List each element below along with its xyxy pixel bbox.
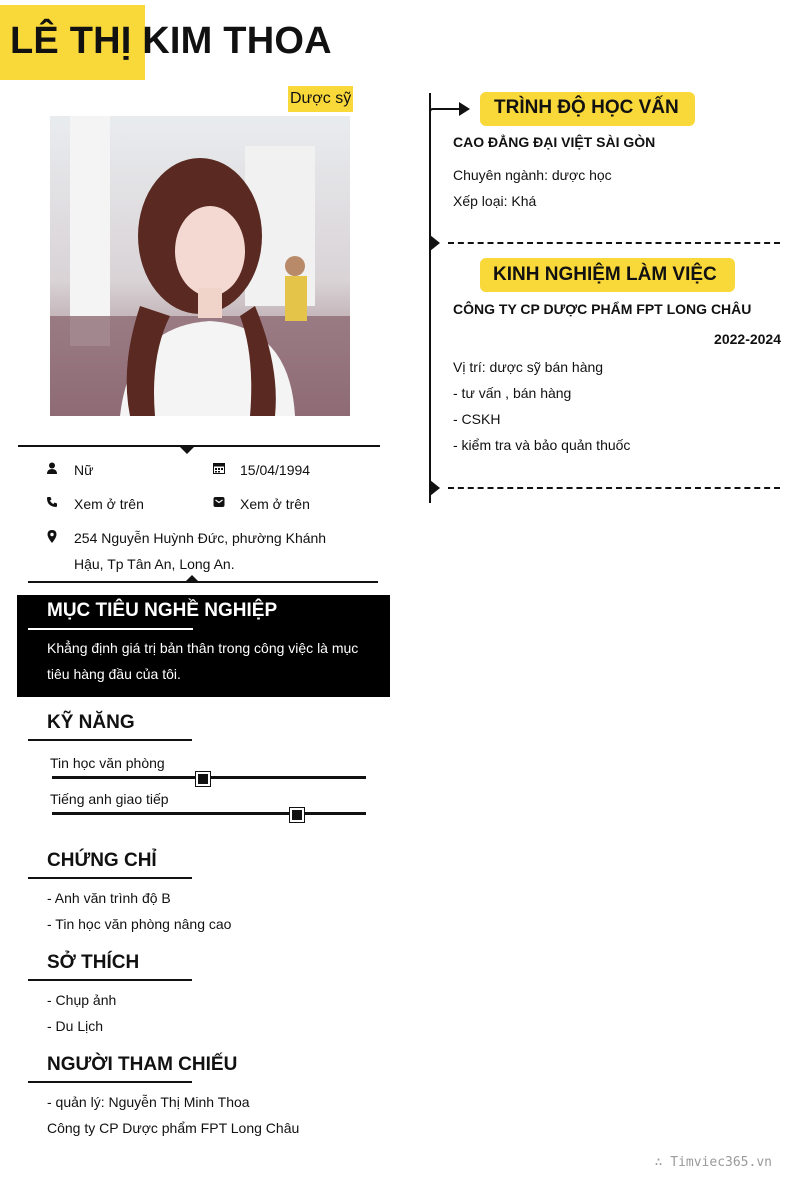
experience-title: KINH NGHIỆM LÀM VIỆC	[493, 264, 717, 285]
certificates-title-rule	[28, 877, 192, 879]
calendar-icon	[212, 461, 226, 475]
education-major: Chuyên ngành: dược học	[453, 167, 612, 183]
timeline-arrow-icon	[429, 98, 473, 124]
gender-value: Nữ	[74, 462, 94, 478]
objective-title-rule	[28, 628, 193, 630]
skills-title: KỸ NĂNG	[47, 712, 135, 733]
hobbies-title: SỞ THÍCH	[47, 952, 140, 973]
education-school: CAO ĐẲNG ĐẠI VIỆT SÀI GÒN	[453, 134, 656, 150]
hobbies-title-rule	[28, 979, 192, 981]
objective-line-1: Khẳng định giá trị bản thân trong công việc là mục	[47, 640, 359, 656]
email-value: Xem ở trên	[240, 496, 310, 512]
info-divider-bottom	[28, 581, 378, 583]
experience-divider	[448, 487, 780, 489]
references-title-rule	[28, 1081, 192, 1083]
education-divider	[448, 242, 780, 244]
divider-pointer-down	[179, 446, 195, 454]
experience-company: CÔNG TY CP DƯỢC PHẨM FPT LONG CHÂU	[453, 301, 752, 317]
objective-text	[47, 635, 372, 687]
address-line-1: 254 Nguyễn Huỳnh Đức, phường Khánh	[74, 530, 327, 546]
hobby-item: - Du Lịch	[47, 1018, 104, 1034]
skill-label: Tin học văn phòng	[50, 755, 165, 771]
info-divider-top	[18, 445, 380, 447]
user-icon	[45, 461, 59, 475]
profile-photo	[50, 116, 350, 416]
watermark: ∴ Timviec365.vn	[654, 1155, 772, 1170]
skill-level-knob	[196, 772, 210, 786]
skills-title-rule	[28, 739, 192, 741]
certificate-item: - Tin học văn phòng nâng cao	[47, 916, 232, 932]
timeline-marker-icon	[430, 235, 440, 251]
skill-label: Tiếng anh giao tiếp	[50, 791, 169, 807]
experience-duty: - kiểm tra và bảo quản thuốc	[453, 437, 631, 453]
reference-item: Công ty CP Dược phẩm FPT Long Châu	[47, 1120, 300, 1136]
references-title: NGƯỜI THAM CHIẾU	[47, 1054, 238, 1075]
skill-bar	[52, 812, 366, 815]
email-icon	[212, 495, 226, 509]
phone-value: Xem ở trên	[74, 496, 144, 512]
phone-icon	[45, 495, 59, 509]
experience-period: 2022-2024	[714, 331, 781, 347]
objective-title: MỤC TIÊU NGHỀ NGHIỆP	[47, 600, 278, 621]
birthday-value: 15/04/1994	[240, 462, 311, 478]
experience-duty: - CSKH	[453, 411, 501, 427]
timeline-line	[429, 93, 431, 503]
experience-duty: - tư vấn , bán hàng	[453, 385, 572, 401]
timeline-marker-icon	[430, 480, 440, 496]
candidate-name: LÊ THỊ KIM THOA	[10, 20, 332, 62]
hobby-item: - Chụp ảnh	[47, 992, 117, 1008]
address-line-2: Hậu, Tp Tân An, Long An.	[74, 556, 235, 572]
certificates-title: CHỨNG CHỈ	[47, 850, 157, 871]
job-title: Dược sỹ	[288, 86, 353, 112]
location-icon	[45, 529, 59, 543]
reference-item: - quản lý: Nguyễn Thị Minh Thoa	[47, 1094, 250, 1110]
certificate-item: - Anh văn trình độ B	[47, 890, 171, 906]
education-grade: Xếp loại: Khá	[453, 193, 537, 209]
education-title: TRÌNH ĐỘ HỌC VẤN	[494, 97, 679, 118]
experience-position: Vị trí: dược sỹ bán hàng	[453, 359, 604, 375]
skill-level-knob	[290, 808, 304, 822]
objective-line-2: tiêu hàng đầu của tôi.	[47, 666, 181, 682]
